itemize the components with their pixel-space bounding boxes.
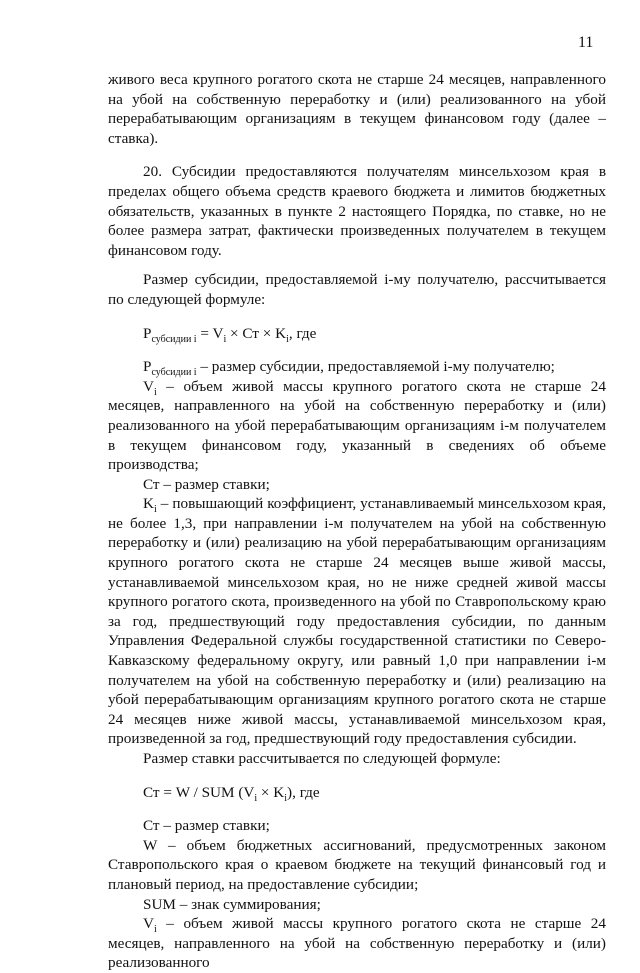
definition-v: $V_i$ – объем живой массы крупного рогатого скота не старше 24 месяцев, направленного на убой на собственную переработку и (или) реализованного на убой перерабатывающим организациям i-м получателем в текущем финансовом году, указанный в сведениях об объеме производства; — [108, 377, 606, 474]
definition-v-2: $V_i$ – объем живой массы крупного рогатого скота не старше 24 месяцев, направленного на убой на собственную переработку и (или) реализованного — [108, 915, 606, 972]
definition-st: Ст – размер ставки; — [143, 475, 270, 493]
definition-sum: SUM – знак суммирования; — [143, 895, 321, 913]
formula-subsidy: $P_{субсидии i} = V_i$ × Ст × $K_i$, где — [143, 324, 317, 345]
definition-p: $P_{субсидии i}$ – размер субсидии, предоставляемой i-му получателю; — [143, 358, 555, 379]
definition-st-2: Ст – размер ставки; — [143, 817, 270, 835]
formula-rate: Ст = W / SUM $(V_i \times K_i)$, где — [143, 783, 320, 804]
paragraph-item-20: 20. Субсидии предоставляются получателям минсельхозом края в пределах общего объема средств краевого бюджета и лимитов бюджетных обязательств, указанных в пункте 2 настоящего Порядка, по ставке, но не более размера затрат, фактически произведенных получателем в текущем финансовом году. — [108, 163, 606, 259]
page-number: 11 — [578, 34, 594, 51]
paragraph-rate-intro: Размер ставки рассчитывается по следующей формуле: — [143, 750, 501, 767]
document-body — [108, 70, 606, 973]
definition-w: W – объем бюджетных ассигнований, предусмотренных законом Ставропольского края о краевом бюджете на текущий финансовый год и плановый период, на предоставление субсидии; — [108, 836, 606, 893]
definition-k: $K_i$ – повышающий коэффициент, устанавливаемый минсельхозом края, не более 1,3, при направлении i-м получателем на убой на собственную переработку и (или) реализацию на убой перерабатывающим организациям крупного рогатого скота не старше 24 месяцев выше живой массы, устанавливаемой минсельхозом края, но не ниже средней живой массы крупного рогатого скота, произведенного на убой по Ставропольскому краю за год, предшествующий году предоставления субсидии, по данным Управления Федеральной службы государственной статистики по Северо-Кавказскому федеральному округу, или равный 1,0 при направлении i-м получателем на убой на собственную переработку и (или) реализацию на убой перерабатывающим организациям крупного рогатого скота не старше 24 месяцев ниже живой массы, устанавливаемой минсельхозом края, произведенной за год, предшествующий году предоставления субсидии. — [108, 495, 606, 748]
paragraph-subsidy-size-intro: Размер субсидии, предоставляемой i-му получателю, рассчитывается по следующей формуле: — [108, 271, 606, 308]
paragraph-continuation: живого веса крупного рогатого скота не старше 24 месяцев, направленного на убой на собственную переработку и (или) реализованного на убой перерабатывающим организациям в текущем финансовом году (далее – ставка). — [108, 71, 606, 147]
